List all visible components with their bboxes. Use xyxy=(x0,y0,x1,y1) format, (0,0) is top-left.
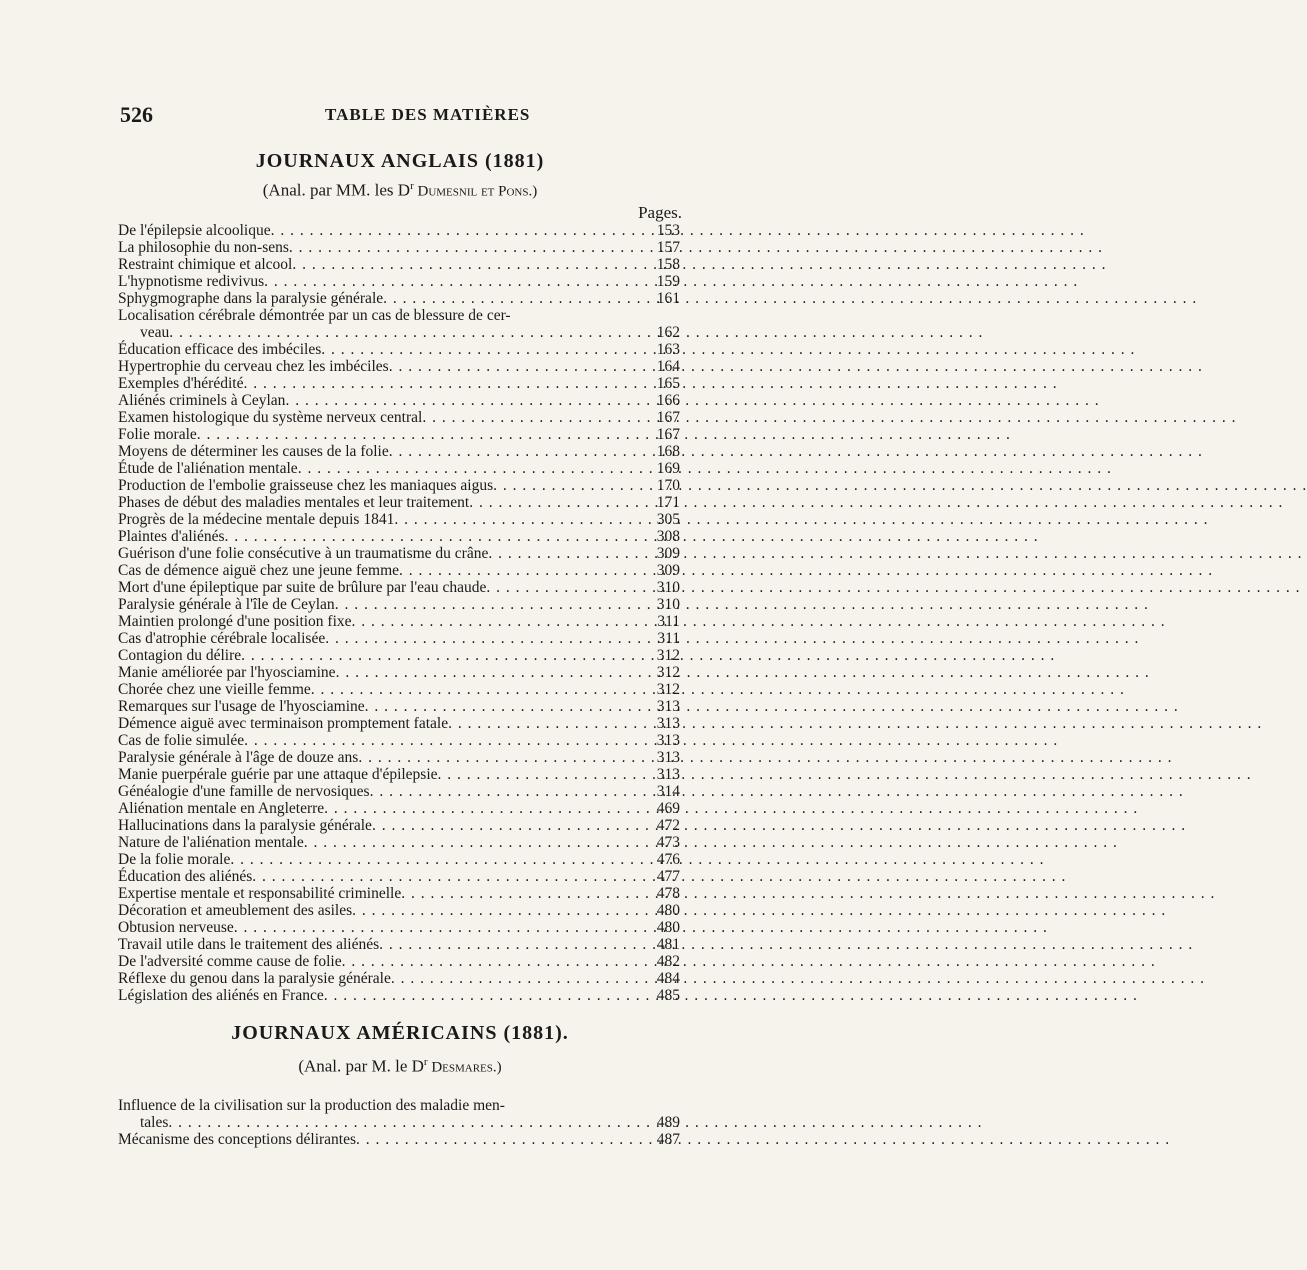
toc-entry-page: 481 xyxy=(656,936,680,953)
toc-leader-dots xyxy=(169,324,652,341)
toc-entry-page: 162 xyxy=(656,324,680,341)
toc-entry xyxy=(118,953,680,970)
toc-entry-page: 153 xyxy=(656,222,680,239)
toc-entry-title: Démence aiguë avec terminaison promptement fatale xyxy=(118,715,449,732)
toc-entry-page: 311 xyxy=(657,613,680,630)
toc-leader-dots xyxy=(321,341,652,358)
toc-entry xyxy=(118,681,680,698)
toc-leader-dots xyxy=(370,783,653,800)
toc-leader-dots xyxy=(252,868,652,885)
toc-entry-title: Production de l'embolie graisseuse chez les maniaques aigus xyxy=(118,477,494,494)
toc-entry xyxy=(118,409,680,426)
toc-leader-dots xyxy=(389,443,653,460)
toc-entry-page: 487 xyxy=(656,1131,680,1148)
toc-entry-page: 476 xyxy=(656,851,680,868)
toc-entry xyxy=(118,885,680,902)
toc-entry-page: 310 xyxy=(656,579,680,596)
toc-entry xyxy=(118,936,680,953)
toc-leader-dots xyxy=(352,902,653,919)
toc-leader-dots xyxy=(383,290,653,307)
toc-entry-title: Cas d'atrophie cérébrale localisée xyxy=(118,630,326,647)
toc-entry xyxy=(118,460,680,477)
toc-entry xyxy=(118,494,680,511)
toc-leader-dots xyxy=(311,681,653,698)
toc-leader-dots xyxy=(324,987,653,1004)
toc-entry-title: Obtusion nerveuse xyxy=(118,919,234,936)
toc-leader-dots xyxy=(325,630,653,647)
toc-leader-dots xyxy=(469,494,653,511)
toc-entry-page: 484 xyxy=(656,970,680,987)
subtitle-names: Desmares.) xyxy=(427,1059,502,1076)
toc-entry-title: Réflexe du genou dans la paralysie générale xyxy=(118,970,391,987)
section-title-anglais: JOURNAUX ANGLAIS (1881) xyxy=(255,150,545,172)
toc-entry-page: 164 xyxy=(656,358,680,375)
toc-entry xyxy=(118,919,680,936)
toc-entry xyxy=(118,239,680,256)
toc-leader-dots xyxy=(356,1131,653,1148)
toc-entry-page: 469 xyxy=(656,800,680,817)
toc-entry xyxy=(118,477,680,494)
toc-entry xyxy=(118,715,680,732)
toc-leader-dots xyxy=(241,647,653,664)
toc-leader-dots xyxy=(292,256,652,273)
toc-leader-dots xyxy=(264,273,653,290)
toc-entry-page: 171 xyxy=(656,494,680,511)
toc-entry-page: 313 xyxy=(656,715,680,732)
toc-entry-title: Mort d'une épileptique par suite de brûlure par l'eau chaude xyxy=(118,579,487,596)
toc-entry xyxy=(118,341,680,358)
toc-entry-page: 314 xyxy=(656,783,680,800)
toc-entry xyxy=(118,426,680,443)
toc-entry-title: tales xyxy=(140,1114,169,1131)
toc-leader-dots xyxy=(324,800,653,817)
toc-entry-title: Étude de l'aliénation mentale xyxy=(118,460,298,477)
toc-leader-dots xyxy=(486,579,652,596)
toc-leader-dots xyxy=(394,511,652,528)
pages-column-label: Pages. xyxy=(638,203,682,222)
toc-entry-title: Influence de la civilisation sur la production des maladie men- xyxy=(118,1097,505,1114)
running-title: TABLE DES MATIÈRES xyxy=(325,105,531,124)
toc-entry xyxy=(118,222,680,239)
toc-entry-page: 482 xyxy=(656,953,680,970)
toc-entry-page: 312 xyxy=(656,664,680,681)
toc-entry-page: 170 xyxy=(656,477,680,494)
toc-entry-title: Moyens de déterminer les causes de la folie xyxy=(118,443,389,460)
toc-entry-page: 159 xyxy=(656,273,680,290)
toc-leader-dots xyxy=(225,528,653,545)
toc-entry-title: Paralysie générale à l'île de Ceylan xyxy=(118,596,335,613)
toc-leader-dots xyxy=(488,545,652,562)
toc-leader-dots xyxy=(271,222,653,239)
toc-leader-dots xyxy=(448,715,653,732)
toc-leader-dots xyxy=(399,562,653,579)
toc-entry-title: Hallucinations dans la paralysie générale xyxy=(118,817,372,834)
toc-entry-title: veau xyxy=(140,324,170,341)
toc-entry xyxy=(118,987,680,1004)
toc-entry-title: De l'adversité comme cause de folie xyxy=(118,953,342,970)
toc-entry xyxy=(118,834,680,851)
subtitle-superscript: r xyxy=(423,1056,428,1068)
toc-leader-dots xyxy=(289,239,653,256)
running-head xyxy=(120,102,680,128)
toc-leader-dots xyxy=(438,766,653,783)
toc-entry-title: Examen histologique du système nerveux central xyxy=(118,409,423,426)
toc-entry-title: Aliénation mentale en Angleterre xyxy=(118,800,325,817)
toc-leader-dots xyxy=(336,664,653,681)
toc-entry xyxy=(118,698,680,715)
toc-entry-title: Sphygmographe dans la paralysie générale xyxy=(118,290,384,307)
toc-entry-page: 168 xyxy=(656,443,680,460)
toc-entry xyxy=(118,783,680,800)
toc-entry-title: Travail utile dans le traitement des aliénés xyxy=(118,936,380,953)
toc-entry-page: 472 xyxy=(656,817,680,834)
section-title-americains: JOURNAUX AMÉRICAINS (1881). xyxy=(231,1022,569,1044)
toc-entry-title: Maintien prolongé d'une position fixe xyxy=(118,613,352,630)
toc-entry-title: De l'épilepsie alcoolique xyxy=(118,222,271,239)
toc-entry-title: L'hypnotisme redivivus xyxy=(118,273,265,290)
toc-entry xyxy=(118,443,680,460)
toc-entry-title: Manie améliorée par l'hyosciamine xyxy=(118,664,336,681)
toc-entry-page: 161 xyxy=(656,290,680,307)
toc-entry xyxy=(118,307,680,324)
section-subtitle-anglais xyxy=(0,180,800,201)
section-subtitle-americains xyxy=(0,1056,800,1077)
toc-entry xyxy=(118,817,680,834)
toc-leader-dots xyxy=(493,477,653,494)
toc-entry-title: Exemples d'hérédité xyxy=(118,375,244,392)
toc-entry xyxy=(118,800,680,817)
toc-entry-page: 480 xyxy=(656,919,680,936)
toc-entry-title: Paralysie générale à l'âge de douze ans xyxy=(118,749,359,766)
toc-leader-dots xyxy=(379,936,653,953)
toc-entry xyxy=(118,970,680,987)
toc-entry-title: Manie puerpérale guérie par une attaque d'épilepsie xyxy=(118,766,438,783)
toc-entry-title: Aliénés criminels à Ceylan xyxy=(118,392,286,409)
toc-entry-page: 313 xyxy=(656,766,680,783)
toc-entry-title: Localisation cérébrale démontrée par un cas de blessure de cer- xyxy=(118,307,511,324)
toc-entry-page: 167 xyxy=(656,409,680,426)
toc-leader-dots xyxy=(243,375,652,392)
toc-entry-page: 489 xyxy=(656,1114,680,1131)
toc-leader-dots xyxy=(304,834,653,851)
toc-entry-page: 158 xyxy=(656,256,680,273)
toc-entry-title: Cas de démence aiguë chez une jeune femme xyxy=(118,562,400,579)
toc-leader-dots xyxy=(389,358,653,375)
toc-leader-dots xyxy=(401,885,653,902)
toc-entry-page: 312 xyxy=(656,647,680,664)
toc-list-anglais xyxy=(118,222,680,1004)
toc-entry xyxy=(118,290,680,307)
toc-entry-title: Cas de folie simulée xyxy=(118,732,245,749)
toc-entry xyxy=(118,596,680,613)
toc-entry-page: 478 xyxy=(656,885,680,902)
toc-entry-title: Expertise mentale et responsabilité criminelle xyxy=(118,885,402,902)
toc-entry-title: Plaintes d'aliénés xyxy=(118,528,225,545)
toc-entry xyxy=(118,562,680,579)
toc-entry-page: 309 xyxy=(656,562,680,579)
subtitle-prefix: (Anal. par M. le D xyxy=(298,1056,424,1076)
toc-entry-title: Chorée chez une vieille femme xyxy=(118,681,311,698)
toc-entry-page: 312 xyxy=(656,681,680,698)
toc-entry xyxy=(118,273,680,290)
toc-entry-page: 308 xyxy=(656,528,680,545)
toc-leader-dots xyxy=(335,596,653,613)
toc-entry-title: De la folie morale xyxy=(118,851,231,868)
toc-leader-dots xyxy=(168,1114,652,1131)
toc-entry xyxy=(118,375,680,392)
toc-entry xyxy=(118,1114,680,1131)
toc-leader-dots xyxy=(298,460,653,477)
toc-entry xyxy=(118,579,680,596)
toc-entry-page: 166 xyxy=(656,392,680,409)
toc-leader-dots xyxy=(234,919,653,936)
toc-entry-page: 473 xyxy=(656,834,680,851)
toc-entry-page: 313 xyxy=(656,698,680,715)
toc-entry-title: Nature de l'aliénation mentale xyxy=(118,834,304,851)
toc-entry xyxy=(118,868,680,885)
toc-entry-title: Éducation des aliénés xyxy=(118,868,253,885)
toc-entry xyxy=(118,528,680,545)
toc-leader-dots xyxy=(365,698,653,715)
toc-entry-page: 167 xyxy=(656,426,680,443)
toc-entry-page: 477 xyxy=(656,868,680,885)
toc-entry xyxy=(118,324,680,341)
toc-entry-page: 311 xyxy=(657,630,680,647)
toc-entry xyxy=(118,664,680,681)
toc-leader-dots xyxy=(358,749,652,766)
toc-entry-title: Folie morale xyxy=(118,426,197,443)
toc-entry-title: Éducation efficace des imbéciles xyxy=(118,341,322,358)
toc-entry xyxy=(118,851,680,868)
toc-entry xyxy=(118,766,680,783)
toc-entry-title: Généalogie d'une famille de nervosiques xyxy=(118,783,370,800)
toc-entry xyxy=(118,392,680,409)
toc-entry-title: Décoration et ameublement des asiles xyxy=(118,902,353,919)
toc-entry xyxy=(118,511,680,528)
toc-leader-dots xyxy=(342,953,653,970)
toc-list-americains xyxy=(118,1097,680,1148)
toc-entry-page: 163 xyxy=(656,341,680,358)
toc-entry xyxy=(118,613,680,630)
toc-entry-page: 165 xyxy=(656,375,680,392)
toc-entry-page: 309 xyxy=(656,545,680,562)
toc-entry xyxy=(118,630,680,647)
toc-entry-page: 480 xyxy=(656,902,680,919)
toc-entry-page: 305 xyxy=(656,511,680,528)
toc-leader-dots xyxy=(285,392,652,409)
toc-entry-title: Contagion du délire xyxy=(118,647,242,664)
toc-entry-title: Restraint chimique et alcool xyxy=(118,256,293,273)
toc-leader-dots xyxy=(372,817,653,834)
subtitle-superscript: r xyxy=(410,180,414,192)
toc-entry-title: Législation des aliénés en France xyxy=(118,987,324,1004)
toc-entry xyxy=(118,256,680,273)
toc-entry-page: 485 xyxy=(656,987,680,1004)
toc-entry-title: Phases de début des maladies mentales et leur traitement xyxy=(118,494,470,511)
toc-entry-page: 313 xyxy=(656,749,680,766)
toc-entry-page: 169 xyxy=(656,460,680,477)
toc-entry xyxy=(118,732,680,749)
toc-entry xyxy=(118,647,680,664)
toc-entry xyxy=(118,358,680,375)
toc-entry xyxy=(118,902,680,919)
toc-entry-page: 313 xyxy=(656,732,680,749)
toc-leader-dots xyxy=(197,426,653,443)
toc-leader-dots xyxy=(244,732,653,749)
toc-entry-title: Progrès de la médecine mentale depuis 1841 xyxy=(118,511,395,528)
toc-entry xyxy=(118,1097,680,1114)
toc-leader-dots xyxy=(352,613,654,630)
toc-entry-title: Hypertrophie du cerveau chez les imbéciles xyxy=(118,358,389,375)
toc-leader-dots xyxy=(422,409,652,426)
toc-entry-title: La philosophie du non-sens xyxy=(118,239,289,256)
subtitle-prefix: (Anal. par MM. les D xyxy=(262,180,411,200)
subtitle-names: Dumesnil et Pons.) xyxy=(413,183,538,200)
toc-entry xyxy=(118,545,680,562)
toc-entry-page: 157 xyxy=(656,239,680,256)
page-number: 526 xyxy=(120,102,153,127)
toc-leader-dots xyxy=(391,970,653,987)
toc-entry-page: 310 xyxy=(656,596,680,613)
toc-entry xyxy=(118,1131,680,1148)
toc-entry-title: Remarques sur l'usage de l'hyosciamine xyxy=(118,698,365,715)
toc-entry-title: Mécanisme des conceptions délirantes xyxy=(118,1131,357,1148)
toc-entry xyxy=(118,749,680,766)
toc-leader-dots xyxy=(230,851,652,868)
toc-entry-title: Guérison d'une folie consécutive à un traumatisme du crâne xyxy=(118,545,489,562)
